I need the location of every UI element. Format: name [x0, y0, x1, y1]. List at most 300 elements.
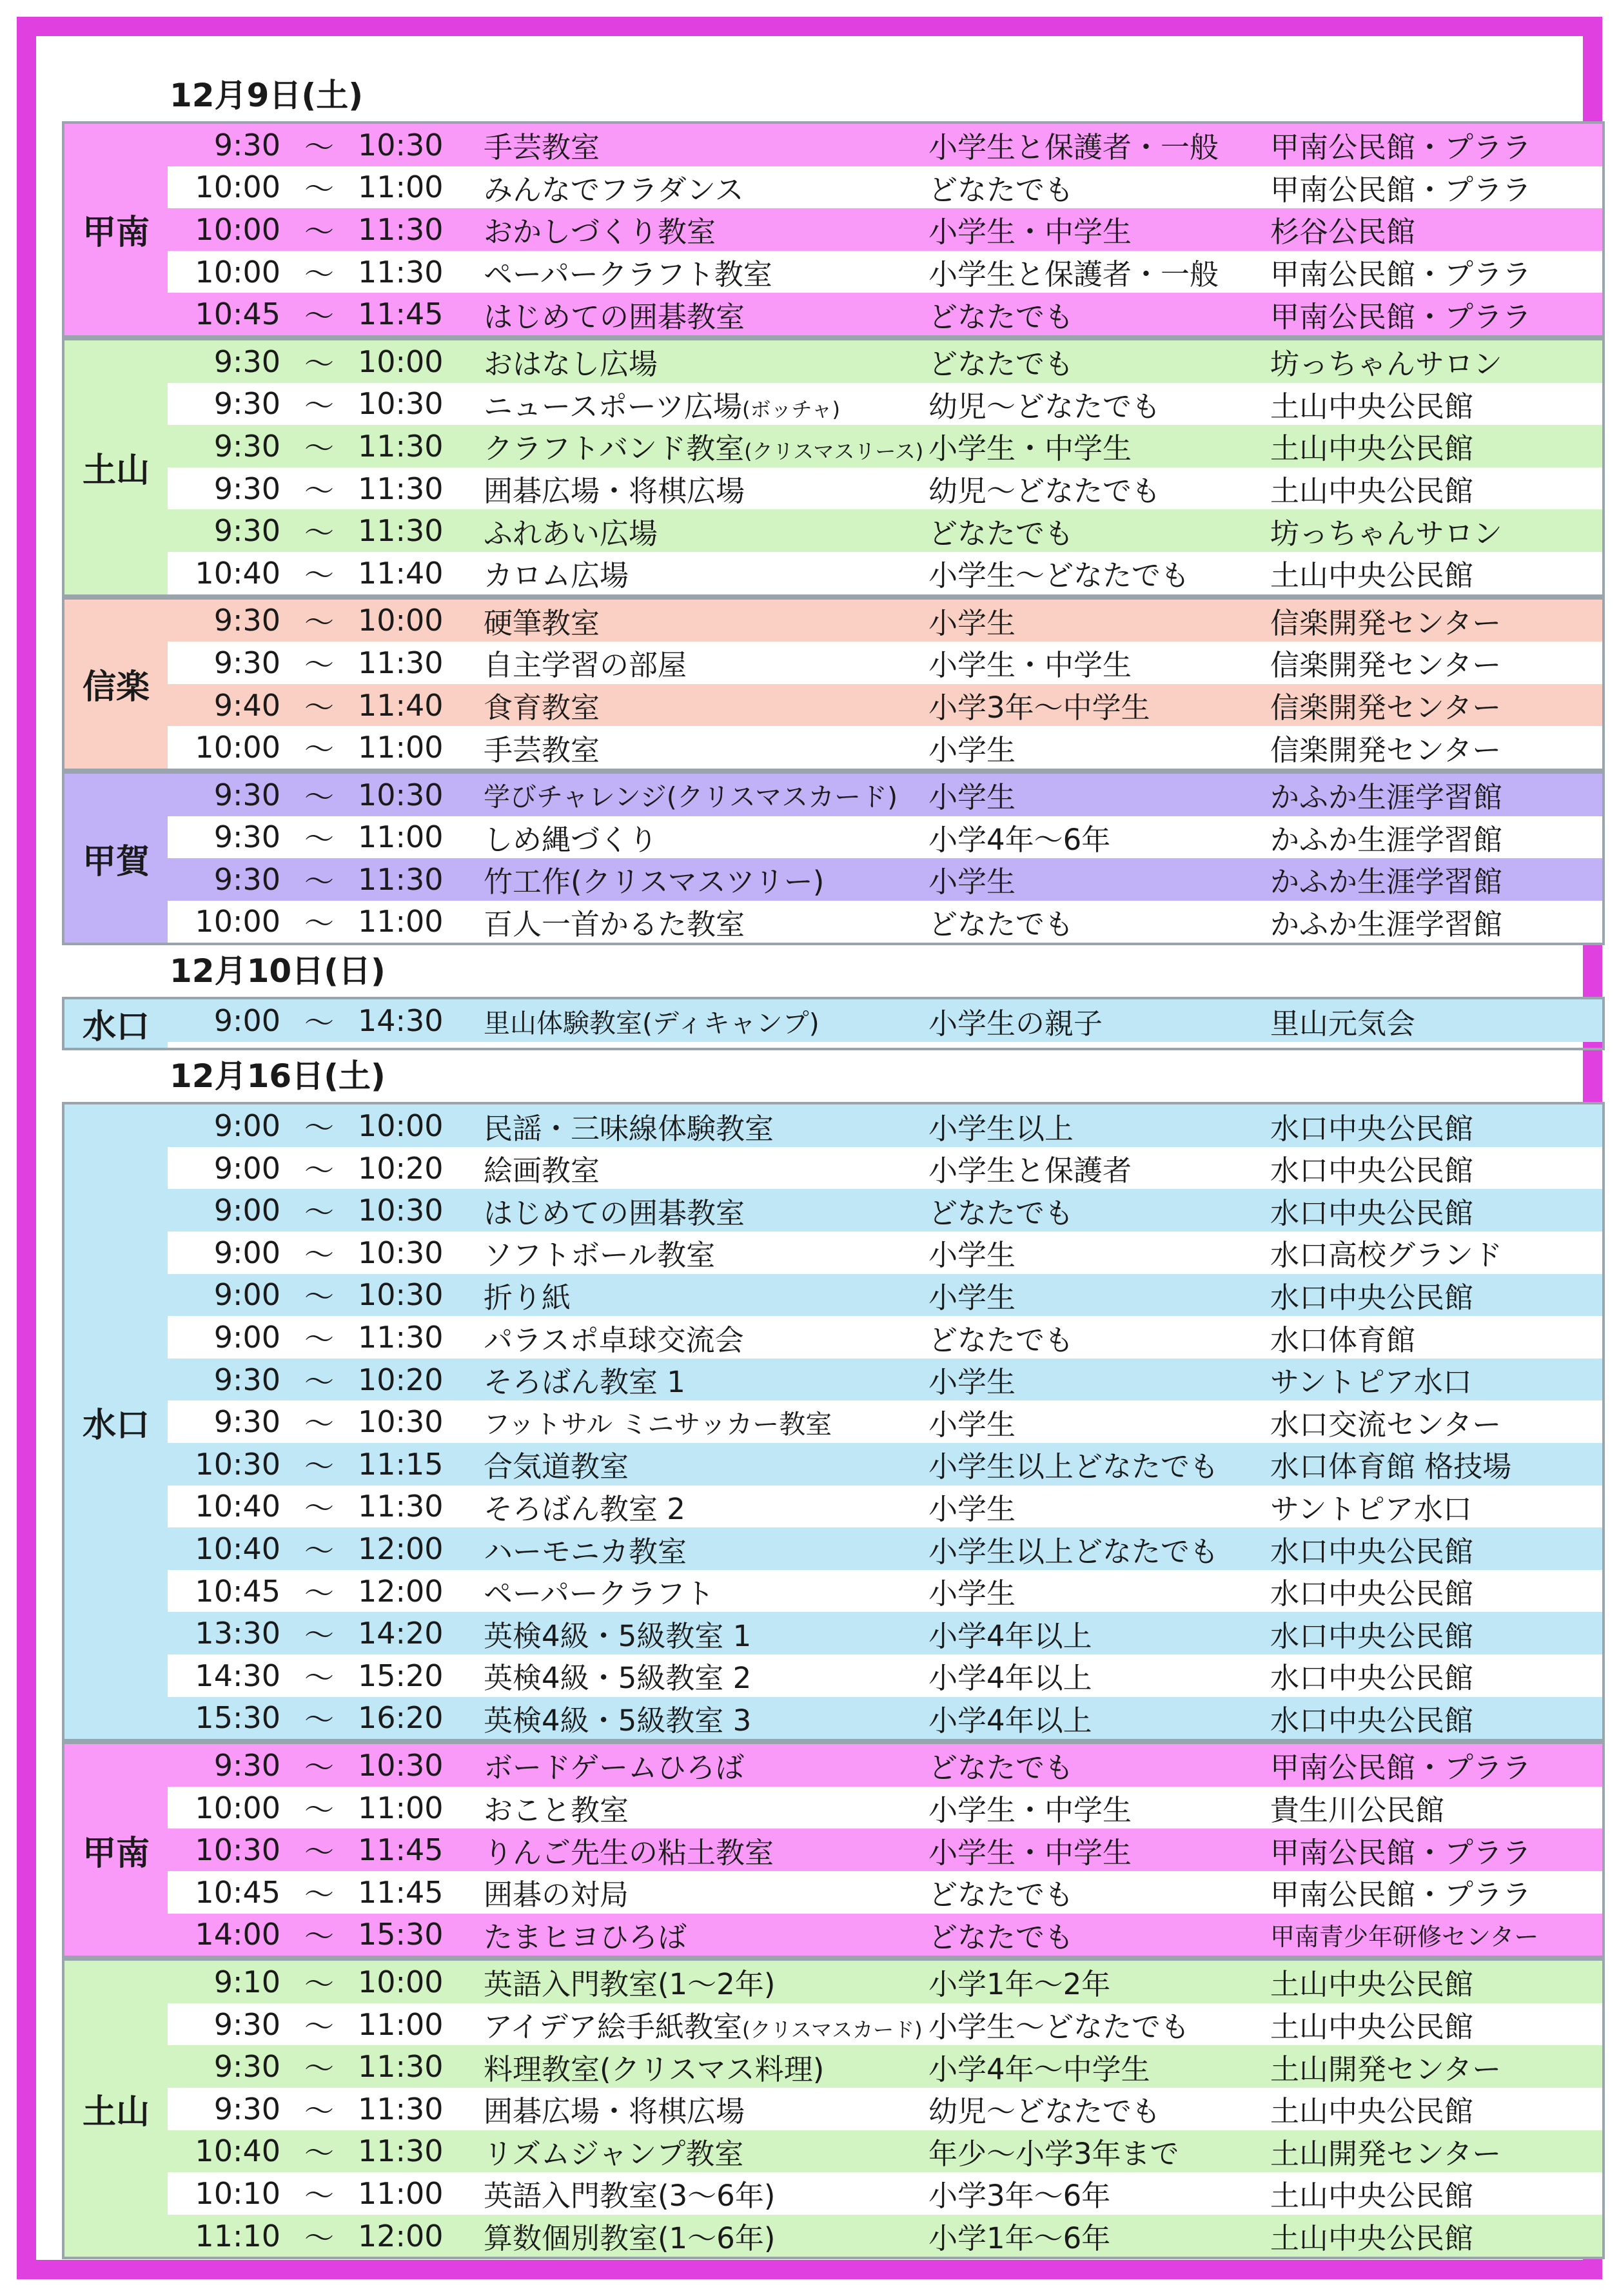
event-title: 料理教室(クリスマス料理) [484, 2052, 825, 2086]
time-separator: ～ [304, 473, 334, 508]
venue: かふか生涯学習館 [1270, 780, 1503, 815]
time-separator: ～ [304, 1919, 334, 1954]
venue: 甲南公民館・プララ [1270, 299, 1532, 334]
end-time: 11:30 [358, 513, 444, 549]
time-separator: ～ [304, 1966, 334, 2001]
end-time: 11:30 [358, 645, 444, 680]
event-title: おはなし広場 [484, 347, 658, 382]
venue: 信楽開発センター [1270, 648, 1502, 683]
target-audience: 小学生 [928, 1491, 1016, 1526]
venue: 甲南公民館・プララ [1270, 130, 1532, 165]
time-separator: ～ [304, 863, 334, 899]
region-rows [168, 999, 1602, 1048]
target-audience: どなたでも [928, 347, 1074, 382]
time-separator: ～ [304, 1364, 334, 1399]
schedule-row [168, 208, 1602, 251]
end-time: 11:30 [358, 211, 444, 247]
time-separator: ～ [304, 2008, 334, 2044]
end-time: 11:30 [358, 2091, 444, 2126]
venue: 杉谷公民館 [1270, 215, 1416, 250]
target-audience: 年少～小学3年まで [928, 2136, 1179, 2171]
region-label: 土山 [64, 1961, 168, 2257]
event-title: はじめての囲碁教室 [484, 299, 745, 334]
start-time: 10:40 [195, 1531, 280, 1567]
event-note: (クリスマスリース) [744, 439, 924, 464]
event-name [484, 684, 928, 726]
region-label: 水口 [64, 1104, 168, 1739]
schedule-row [168, 1104, 1602, 1147]
end-time: 11:00 [358, 730, 444, 765]
start-time: 9:10 [213, 1964, 280, 1999]
region-block [62, 597, 1605, 771]
region-label: 甲賀 [64, 774, 168, 943]
target-audience: 小学生 [928, 605, 1016, 640]
start-time: 9:30 [213, 2049, 280, 2085]
start-time: 9:30 [213, 386, 280, 422]
event-title: ソフトボール教室 [484, 1238, 716, 1273]
region-block [62, 1958, 1605, 2259]
start-time: 14:30 [195, 1658, 280, 1693]
event-name [484, 467, 928, 509]
end-time: 11:30 [358, 2049, 444, 2085]
schedule-row [168, 600, 1602, 642]
schedule-row [168, 1654, 1602, 1697]
target-audience: どなたでも [928, 1919, 1074, 1954]
event-title: 学びチャレンジ(クリスマスカード) [484, 781, 898, 813]
schedule-row [168, 1147, 1602, 1190]
end-time: 11:00 [358, 819, 444, 855]
schedule-row [168, 2003, 1602, 2046]
time-separator: ～ [304, 2135, 334, 2171]
event-name [484, 1317, 928, 1359]
schedule-row [168, 1570, 1602, 1613]
target-audience: 小学生～どなたでも [928, 2010, 1190, 2045]
event-title: ハーモニカ教室 [484, 1534, 687, 1569]
event-name [484, 1744, 928, 1786]
time-separator: ～ [304, 1618, 334, 1653]
event-name [484, 1787, 928, 1829]
start-time: 13:30 [195, 1616, 280, 1651]
end-time: 12:00 [358, 1531, 444, 1567]
time-separator: ～ [304, 1195, 334, 1230]
venue: 土山中央公民館 [1270, 2010, 1474, 2045]
end-time: 10:00 [358, 1108, 444, 1144]
event-title: おかしづくり教室 [484, 215, 716, 250]
schedule-row [168, 1400, 1602, 1443]
schedule-row [168, 1231, 1602, 1274]
target-audience: 小学生と保護者 [928, 1153, 1132, 1188]
time-separator: ～ [304, 1876, 334, 1912]
start-time: 11:10 [195, 2218, 280, 2253]
start-time: 10:00 [195, 254, 280, 289]
venue: かふか生涯学習館 [1270, 865, 1503, 899]
start-time: 14:00 [195, 1917, 280, 1952]
time-separator: ～ [304, 1749, 334, 1785]
start-time: 9:30 [213, 513, 280, 549]
start-time: 9:30 [213, 603, 280, 638]
target-audience: どなたでも [928, 516, 1074, 551]
event-title: フットサル ミニサッカー教室 [484, 1408, 832, 1440]
event-name [484, 2046, 928, 2088]
schedule-row [168, 1744, 1602, 1787]
event-title: 硬筆教室 [484, 605, 600, 640]
time-separator: ～ [304, 1237, 334, 1272]
schedule-row [168, 1787, 1602, 1829]
time-separator: ～ [304, 172, 334, 207]
end-time: 10:30 [358, 127, 444, 162]
time-separator: ～ [304, 1792, 334, 1827]
date-heading: 12月9日(土) [170, 77, 364, 114]
event-name [484, 816, 928, 858]
venue: 土山開発センター [1270, 2052, 1502, 2086]
time-separator: ～ [304, 821, 334, 857]
time-separator: ～ [304, 515, 334, 551]
schedule-row [168, 816, 1602, 859]
start-time: 10:00 [195, 170, 280, 205]
start-time: 9:30 [213, 127, 280, 162]
start-time: 9:00 [213, 1277, 280, 1313]
end-time: 12:00 [358, 2218, 444, 2253]
end-time: 11:00 [358, 2007, 444, 2042]
target-audience: 小学生 [928, 780, 1016, 815]
end-time: 11:00 [358, 170, 444, 205]
event-name [484, 1359, 928, 1400]
start-time: 10:00 [195, 904, 280, 939]
target-audience: 小学生・中学生 [928, 1793, 1132, 1828]
schedule-row [168, 340, 1602, 383]
venue: 信楽開発センター [1270, 732, 1502, 767]
event-name [484, 1486, 928, 1527]
event-title: 囲碁広場・将棋広場 [484, 2094, 745, 2129]
end-time: 11:30 [358, 428, 444, 464]
event-title: 里山体験教室(ディキャンプ) [484, 1007, 819, 1039]
region-rows [168, 1104, 1602, 1739]
end-time: 11:40 [358, 687, 444, 723]
time-separator: ～ [304, 906, 334, 941]
end-time: 11:45 [358, 297, 444, 332]
region-rows [168, 1961, 1602, 2257]
schedule [62, 70, 1605, 2259]
end-time: 15:20 [358, 1658, 444, 1693]
time-separator: ～ [304, 299, 334, 334]
end-time: 16:20 [358, 1700, 444, 1736]
target-audience: 小学4年～中学生 [928, 2052, 1150, 2086]
event-name [484, 1443, 928, 1485]
event-title: たまヒヨひろば [484, 1919, 687, 1954]
start-time: 9:30 [213, 428, 280, 464]
time-separator: ～ [304, 689, 334, 725]
event-title: アイデア絵手紙教室 [484, 2010, 742, 2045]
event-name [484, 1961, 928, 2003]
region-block [62, 338, 1605, 597]
schedule-row [168, 509, 1602, 552]
venue: 信楽開発センター [1270, 605, 1502, 640]
venue: 水口中央公民館 [1270, 1576, 1474, 1611]
event-name [484, 1190, 928, 1231]
start-time: 10:10 [195, 2175, 280, 2211]
venue: 甲南公民館・プララ [1270, 172, 1532, 207]
event-title: みんなでフラダンス [484, 172, 744, 207]
target-audience: 小学生 [928, 732, 1016, 767]
venue: 土山中央公民館 [1270, 2179, 1474, 2213]
event-note: (ボッチャ) [741, 397, 840, 422]
target-audience: 小学生 [928, 1407, 1016, 1442]
end-time: 12:00 [358, 1573, 444, 1609]
event-name [484, 1231, 928, 1273]
time-separator: ～ [304, 557, 334, 593]
target-audience: 小学生 [928, 1280, 1016, 1315]
event-name [484, 552, 928, 594]
time-separator: ～ [304, 1005, 334, 1041]
event-name [484, 124, 928, 166]
event-name [484, 901, 928, 943]
target-audience: どなたでも [928, 299, 1074, 334]
target-audience: 小学4年以上 [928, 1661, 1092, 1696]
event-name [484, 600, 928, 642]
end-time: 14:20 [358, 1616, 444, 1651]
time-separator: ～ [304, 1322, 334, 1357]
end-time: 10:30 [358, 1235, 444, 1270]
start-time: 9:30 [213, 1747, 280, 1783]
target-audience: 小学1年～6年 [928, 2221, 1111, 2256]
event-title: 囲碁の対局 [484, 1878, 629, 1912]
venue: 土山中央公民館 [1270, 558, 1474, 593]
start-time: 10:40 [195, 555, 280, 591]
region-rows [168, 124, 1602, 335]
event-name [484, 727, 928, 769]
end-time: 10:30 [358, 1747, 444, 1783]
time-separator: ～ [304, 1110, 334, 1146]
target-audience: 小学3年～6年 [928, 2179, 1111, 2213]
schedule-row [168, 1829, 1602, 1871]
event-name [484, 776, 928, 814]
event-title: ふれあい広場 [484, 516, 658, 551]
target-audience: 幼児～どなたでも [928, 2094, 1161, 2129]
end-time: 11:00 [358, 904, 444, 939]
target-audience: 小学生～どなたでも [928, 558, 1190, 593]
schedule-row [168, 1359, 1602, 1401]
start-time: 9:00 [213, 1193, 280, 1228]
venue: 甲南公民館・プララ [1270, 1835, 1532, 1870]
time-separator: ～ [304, 388, 334, 424]
schedule-row [168, 642, 1602, 684]
end-time: 11:30 [358, 254, 444, 289]
event-title: 算数個別教室(1～6年) [484, 2221, 776, 2256]
schedule-row [168, 1443, 1602, 1486]
venue: 水口中央公民館 [1270, 1195, 1474, 1230]
start-time: 9:30 [213, 645, 280, 680]
venue: 水口体育館 [1270, 1322, 1416, 1357]
schedule-row [168, 2088, 1602, 2130]
end-time: 15:30 [358, 1917, 444, 1952]
venue: 土山中央公民館 [1270, 474, 1474, 509]
start-time: 9:30 [213, 2007, 280, 2042]
schedule-row [168, 2045, 1602, 2088]
start-time: 9:00 [213, 1003, 280, 1039]
venue: 貴生川公民館 [1270, 1793, 1445, 1828]
target-audience: 幼児～どなたでも [928, 389, 1161, 424]
time-separator: ～ [304, 779, 334, 814]
time-separator: ～ [304, 1702, 334, 1738]
event-name [484, 1914, 928, 1956]
event-name [484, 208, 928, 250]
venue: 土山中央公民館 [1270, 389, 1474, 424]
schedule-row [168, 552, 1602, 594]
event-name [484, 2003, 928, 2045]
venue: 甲南公民館・プララ [1270, 257, 1532, 292]
start-time: 10:45 [195, 297, 280, 332]
end-time: 11:30 [358, 1489, 444, 1524]
venue: 信楽開発センター [1270, 691, 1502, 725]
target-audience: どなたでも [928, 1322, 1074, 1357]
region-label: 甲南 [64, 1744, 168, 1956]
venue: 水口交流センター [1270, 1407, 1502, 1442]
start-time: 9:30 [213, 471, 280, 506]
schedule-row [168, 1961, 1602, 2003]
schedule-row [168, 1914, 1602, 1956]
event-title: 英語入門教室(1～2年) [484, 1967, 776, 2002]
time-separator: ～ [304, 1660, 334, 1695]
schedule-row [168, 293, 1602, 335]
event-name [484, 642, 928, 683]
end-time: 11:45 [358, 1832, 444, 1868]
event-title: そろばん教室 2 [484, 1491, 685, 1526]
target-audience: 幼児～どなたでも [928, 474, 1161, 509]
start-time: 10:40 [195, 1489, 280, 1524]
start-time: 15:30 [195, 1700, 280, 1736]
start-time: 9:30 [213, 1404, 280, 1440]
schedule-row [168, 251, 1602, 293]
region-rows [168, 1744, 1602, 1956]
venue: 水口中央公民館 [1270, 1111, 1474, 1146]
time-separator: ～ [304, 732, 334, 767]
time-separator: ～ [304, 1152, 334, 1188]
event-name [484, 1697, 928, 1739]
end-time: 11:00 [358, 2175, 444, 2211]
end-time: 10:30 [358, 1277, 444, 1313]
end-time: 11:30 [358, 2134, 444, 2169]
schedule-row [168, 1486, 1602, 1528]
venue: 甲南公民館・プララ [1270, 1878, 1532, 1912]
venue: 里山元気会 [1270, 1006, 1416, 1041]
event-title: 手芸教室 [484, 732, 600, 767]
event-title: ニュースポーツ広場 [484, 389, 742, 424]
target-audience: 小学3年～中学生 [928, 691, 1150, 725]
target-audience: どなたでも [928, 1751, 1074, 1785]
venue: かふか生涯学習館 [1270, 822, 1503, 857]
venue: 土山中央公民館 [1270, 2221, 1474, 2256]
target-audience: 小学生・中学生 [928, 648, 1132, 683]
end-time: 11:30 [358, 861, 444, 897]
time-separator: ～ [304, 2177, 334, 2213]
event-name [484, 340, 928, 382]
end-time: 10:30 [358, 386, 444, 422]
event-name [484, 1570, 928, 1612]
venue: 水口高校グランド [1270, 1238, 1503, 1273]
event-title: おこと教室 [484, 1793, 629, 1828]
event-name [484, 1528, 928, 1570]
event-name [484, 1613, 928, 1654]
end-time: 11:40 [358, 555, 444, 591]
start-time: 9:00 [213, 1108, 280, 1144]
event-title: 英検4級・5級教室 1 [484, 1618, 752, 1653]
venue: 水口中央公民館 [1270, 1280, 1474, 1315]
event-title: 民謡・三味線体験教室 [484, 1111, 774, 1146]
end-time: 11:30 [358, 1320, 444, 1355]
target-audience: 小学生 [928, 865, 1016, 899]
end-time: 10:30 [358, 1193, 444, 1228]
time-separator: ～ [304, 2093, 334, 2128]
start-time: 9:30 [213, 819, 280, 855]
start-time: 9:00 [213, 1150, 280, 1186]
end-time: 10:20 [358, 1362, 444, 1397]
region-block [62, 997, 1605, 1050]
region-block [62, 1742, 1605, 1958]
event-title: 竹工作(クリスマスツリー) [484, 865, 825, 899]
target-audience: 小学4年以上 [928, 1618, 1092, 1653]
start-time: 9:30 [213, 344, 280, 379]
venue: 水口中央公民館 [1270, 1703, 1474, 1738]
region-rows [168, 774, 1602, 943]
time-separator: ～ [304, 1448, 334, 1484]
venue: 水口中央公民館 [1270, 1534, 1474, 1569]
event-title: 手芸教室 [484, 130, 600, 165]
schedule-row [168, 901, 1602, 943]
venue: 坊っちゃんサロン [1270, 516, 1503, 551]
end-time: 11:00 [358, 1790, 444, 1825]
region-label: 甲南 [64, 124, 168, 335]
date-heading: 12月16日(土) [170, 1057, 386, 1095]
schedule-row [168, 774, 1602, 816]
venue: かふか生涯学習館 [1270, 907, 1503, 941]
schedule-row [168, 858, 1602, 901]
target-audience: どなたでも [928, 907, 1074, 941]
event-name [484, 1274, 928, 1316]
target-audience: 小学1年～2年 [928, 1967, 1111, 2002]
venue: 水口中央公民館 [1270, 1618, 1474, 1653]
event-name [484, 1654, 928, 1696]
event-title: 百人一首かるた教室 [484, 907, 745, 941]
venue: サントピア水口 [1270, 1491, 1472, 1526]
start-time: 10:45 [195, 1874, 280, 1910]
time-separator: ～ [304, 605, 334, 640]
event-title: 英語入門教室(3～6年) [484, 2179, 776, 2213]
target-audience: 小学生 [928, 1238, 1016, 1273]
end-time: 11:45 [358, 1874, 444, 1910]
target-audience: 小学4年以上 [928, 1703, 1092, 1738]
start-time: 9:30 [213, 777, 280, 812]
venue: 土山中央公民館 [1270, 1967, 1474, 2002]
venue: 坊っちゃんサロン [1270, 347, 1503, 382]
end-time: 11:30 [358, 471, 444, 506]
event-title: 合気道教室 [484, 1449, 629, 1484]
end-time: 11:15 [358, 1446, 444, 1482]
schedule-row [168, 425, 1602, 467]
target-audience: 小学生 [928, 1365, 1016, 1400]
schedule-row [168, 999, 1602, 1042]
event-title: 食育教室 [484, 691, 600, 725]
target-audience: 小学生・中学生 [928, 215, 1132, 250]
schedule-row [168, 1697, 1602, 1740]
time-separator: ～ [304, 129, 334, 164]
event-title: 絵画教室 [484, 1153, 600, 1188]
event-title: カロム広場 [484, 558, 629, 593]
start-time: 9:30 [213, 1362, 280, 1397]
target-audience: どなたでも [928, 172, 1074, 207]
start-time: 9:00 [213, 1235, 280, 1270]
venue: 土山開発センター [1270, 2136, 1502, 2171]
schedule-row [168, 1189, 1602, 1231]
